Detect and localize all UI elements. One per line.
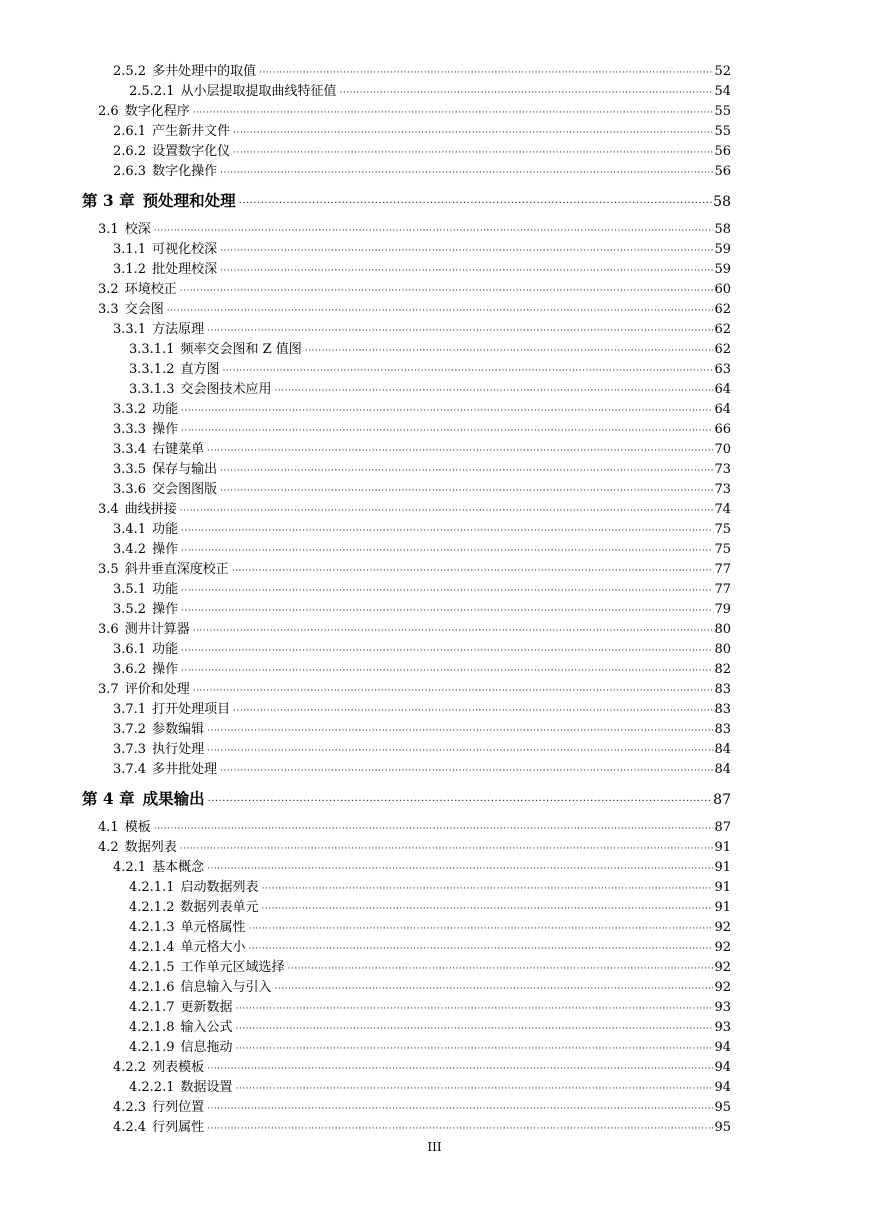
toc-entry-title: 直方图 [180,362,220,377]
dot-leader [181,541,713,561]
toc-entry[interactable] [113,520,731,540]
toc-entry-page: 59 [714,262,731,277]
dot-leader [262,879,714,899]
toc-entry[interactable] [129,918,731,938]
dot-leader [275,381,714,401]
toc-entry[interactable] [113,460,731,480]
toc-entry[interactable] [129,958,731,978]
toc-entry-page: 75 [714,522,731,537]
toc-chapter-entry[interactable] [82,190,731,212]
toc-entry-page: 92 [714,920,731,935]
dot-leader [233,143,713,163]
toc-entry[interactable] [129,1038,731,1058]
dot-leader [236,1039,714,1059]
dot-leader [275,979,714,999]
toc-entry-page: 77 [714,562,731,577]
dot-leader [207,1059,713,1079]
toc-entry-number: 3.4.1 [113,522,147,537]
toc-entry[interactable] [98,300,731,320]
toc-entry-number: 4.2.3 [113,1100,147,1115]
toc-entry-page: 60 [714,282,731,297]
toc-entry[interactable] [129,998,731,1018]
dot-leader [193,103,714,123]
toc-entry-number: 3.4 [98,502,119,517]
dot-leader [207,1119,713,1139]
toc-entry[interactable] [98,560,731,580]
toc-entry-title: 信息拖动 [180,1040,233,1055]
toc-entry-page: 52 [714,64,731,79]
toc-entry-number: 3.3.4 [113,442,147,457]
toc-entry-number: 4.2.1.6 [129,980,175,995]
toc-entry-title: 环境校正 [124,282,177,297]
toc-entry-number: 4.2.1 [113,860,147,875]
toc-entry[interactable] [113,720,731,740]
toc-entry-number: 4.2 [98,840,119,855]
dot-leader [220,461,713,481]
toc-entry-title: 功能 [152,522,179,537]
toc-entry[interactable] [129,898,731,918]
toc-entry-page: 83 [714,702,731,717]
toc-entry-title: 交会图图版 [152,482,218,497]
toc-entry-number: 4.2.1.9 [129,1040,175,1055]
dot-leader [305,341,714,361]
toc-entry-number: 4.2.1.5 [129,960,175,975]
toc-entry-title: 数据列表 [124,840,177,855]
dot-leader [236,1079,714,1099]
toc-entry-page: 62 [714,302,731,317]
toc-entry-number: 3.2 [98,282,119,297]
toc-entry-number: 第 4 章 [82,789,135,808]
dot-leader [207,741,713,761]
toc-entry-title: 列表模板 [152,1060,205,1075]
toc-entry-number: 第 3 章 [82,191,135,210]
toc-entry[interactable] [129,380,731,400]
toc-entry-number: 3.1 [98,222,119,237]
toc-entry-title: 功能 [152,642,179,657]
toc-entry-number: 3.3.2 [113,402,147,417]
toc-entry-number: 4.2.1.4 [129,940,175,955]
toc-entry-number: 2.5.2 [113,64,147,79]
toc-entry-number: 3.7 [98,682,119,697]
toc-entry-page: 84 [714,742,731,757]
toc-entry-number: 3.3.1.2 [129,362,175,377]
toc-entry[interactable] [113,640,731,660]
toc-entry[interactable] [113,1118,731,1138]
toc-entry-number: 2.6.2 [113,144,147,159]
dot-leader [207,721,713,741]
toc-entry[interactable] [113,700,731,720]
toc-entry-number: 3.5.1 [113,582,147,597]
toc-entry[interactable] [113,122,731,142]
toc-entry-number: 3.6.1 [113,642,147,657]
toc-entry-title: 交会图 [124,302,164,317]
toc-entry-number: 2.6.3 [113,164,147,179]
toc-entry-number: 2.6.1 [113,124,147,139]
toc-entry-page: 59 [714,242,731,257]
toc-entry-title: 多井处理中的取值 [152,64,257,79]
toc-entry[interactable] [129,878,731,898]
toc-entry-title: 信息输入与引入 [180,980,272,995]
toc-entry[interactable] [98,220,731,240]
dot-leader [207,441,713,461]
toc-entry-page: 93 [714,1000,731,1015]
toc-entry-page: 87 [713,792,731,808]
toc-entry-title: 基本概念 [152,860,205,875]
toc-entry-page: 92 [714,960,731,975]
dot-leader [220,481,713,501]
toc-entry-page: 92 [714,980,731,995]
dot-leader [167,301,714,321]
toc-entry[interactable] [129,1018,731,1038]
toc-entry-page: 84 [714,762,731,777]
toc-entry-title: 设置数字化仪 [152,144,231,159]
toc-entry-title: 更新数据 [180,1000,233,1015]
toc-entry-title: 评价和处理 [124,682,190,697]
toc-entry-page: 64 [714,382,731,397]
toc-chapter-entry[interactable] [82,788,731,810]
toc-entry-number: 4.1 [98,820,119,835]
footer-page-label: III [427,1140,442,1154]
toc-entry-page: 66 [714,422,731,437]
dot-leader [340,83,714,103]
dot-leader [181,661,713,681]
toc-entry-title: 操作 [152,602,179,617]
dot-leader [223,361,714,381]
toc-entry-page: 94 [714,1060,731,1075]
dot-leader [259,63,713,83]
toc-entry[interactable] [113,240,731,260]
toc-entry-number: 3.7.3 [113,742,147,757]
dot-leader [181,421,713,441]
toc-entry-title: 打开处理项目 [152,702,231,717]
toc-entry[interactable] [98,500,731,520]
toc-entry-page: 83 [714,722,731,737]
toc-entry-number: 4.2.1.7 [129,1000,175,1015]
toc-entry-title: 可视化校深 [152,242,218,257]
toc-entry-title: 参数编辑 [152,722,205,737]
toc-entry-page: 62 [714,322,731,337]
toc-entry[interactable] [129,938,731,958]
toc-entry-title: 功能 [152,582,179,597]
toc-entry-number: 3.5.2 [113,602,147,617]
toc-entry-page: 91 [714,840,731,855]
toc-entry-number: 4.2.1.1 [129,880,175,895]
toc-entry-title: 数字化程序 [124,104,190,119]
toc-entry[interactable] [113,1098,731,1118]
toc-entry-page: 80 [714,622,731,637]
dot-leader [262,899,714,919]
toc-entry[interactable] [129,1078,731,1098]
dot-leader [233,123,713,143]
toc-entry-title: 频率交会图和 Z 值图 [180,342,302,357]
toc-entry-page: 58 [714,222,731,237]
toc-entry-number: 3.7.1 [113,702,147,717]
toc-entry[interactable] [113,62,731,82]
toc-entry-page: 63 [714,362,731,377]
toc-entry[interactable] [129,82,731,102]
toc-entry-page: 83 [714,682,731,697]
toc-entry-number: 3.7.2 [113,722,147,737]
toc-entry-number: 3.7.4 [113,762,147,777]
toc-entry[interactable] [113,1058,731,1078]
toc-entry-title: 启动数据列表 [180,880,259,895]
toc-entry-title: 交会图技术应用 [180,382,272,397]
dot-leader [208,791,713,813]
dot-leader [193,681,714,701]
toc-entry[interactable] [113,162,731,182]
toc-entry[interactable] [98,818,731,838]
toc-entry-page: 94 [714,1080,731,1095]
toc-entry-title: 方法原理 [152,322,205,337]
toc-entry-title: 曲线拼接 [124,502,177,517]
toc-entry-title: 工作单元区域选择 [180,960,285,975]
dot-leader [181,521,713,541]
toc-entry[interactable] [98,280,731,300]
toc-entry[interactable] [113,420,731,440]
toc-entry[interactable] [113,540,731,560]
toc-entry-page: 80 [714,642,731,657]
toc-entry-page: 56 [714,144,731,159]
toc-entry-title: 多井批处理 [152,762,218,777]
dot-leader [232,561,714,581]
dot-leader [154,819,714,839]
toc-entry-number: 3.3.1.1 [129,342,175,357]
dot-leader [236,999,714,1019]
toc-entry-page: 93 [714,1020,731,1035]
toc-entry-title: 数字化操作 [152,164,218,179]
toc-entry-page: 74 [714,502,731,517]
toc-entry-number: 3.3.3 [113,422,147,437]
toc-entry[interactable] [98,838,731,858]
toc-entry-page: 95 [714,1100,731,1115]
toc-entry[interactable] [113,480,731,500]
toc-entry-title: 操作 [152,542,179,557]
toc-entry-number: 4.2.1.8 [129,1020,175,1035]
dot-leader [220,261,713,281]
toc-entry-title: 数据设置 [180,1080,233,1095]
toc-entry-title: 操作 [152,422,179,437]
toc-entry-page: 54 [714,84,731,99]
table-of-contents [0,62,869,1138]
toc-entry-number: 3.3.1.3 [129,382,175,397]
dot-leader [181,581,713,601]
toc-entry-page: 55 [714,124,731,139]
dot-leader [181,601,713,621]
toc-entry-number: 2.6 [98,104,119,119]
toc-entry-page: 64 [714,402,731,417]
toc-entry-page: 91 [714,880,731,895]
toc-entry-title: 预处理和处理 [142,191,236,210]
toc-entry-page: 91 [714,860,731,875]
toc-entry[interactable] [98,680,731,700]
dot-leader [288,959,714,979]
toc-entry-number: 3.5 [98,562,119,577]
toc-entry-number: 3.3.5 [113,462,147,477]
toc-entry-title: 操作 [152,662,179,677]
toc-entry-number: 4.2.1.2 [129,900,175,915]
toc-entry[interactable] [113,580,731,600]
toc-entry[interactable] [113,660,731,680]
toc-entry-page: 87 [714,820,731,835]
toc-entry-page: 70 [714,442,731,457]
toc-entry-title: 数据列表单元 [180,900,259,915]
toc-entry-page: 95 [714,1120,731,1135]
toc-entry-page: 73 [714,462,731,477]
toc-entry-page: 79 [714,602,731,617]
dot-leader [180,839,714,859]
dot-leader [220,241,713,261]
toc-entry-title: 行列属性 [152,1120,205,1135]
toc-entry-title: 单元格大小 [180,940,246,955]
dot-leader [207,859,713,879]
toc-entry-number: 3.3 [98,302,119,317]
toc-entry-title: 输入公式 [180,1020,233,1035]
toc-entry-title: 测井计算器 [124,622,190,637]
toc-entry-number: 3.3.6 [113,482,147,497]
toc-entry-title: 单元格属性 [180,920,246,935]
dot-leader [193,621,714,641]
toc-entry-page: 58 [713,194,731,210]
toc-entry-number: 3.3.1 [113,322,147,337]
toc-entry-page: 62 [714,342,731,357]
dot-leader [180,281,714,301]
toc-entry[interactable] [129,978,731,998]
toc-entry-title: 校深 [124,222,151,237]
dot-leader [181,401,713,421]
toc-entry-title: 功能 [152,402,179,417]
dot-leader [181,641,713,661]
toc-entry-title: 从小层提取提取曲线特征值 [180,84,337,99]
toc-entry[interactable] [113,400,731,420]
toc-entry-number: 3.1.1 [113,242,147,257]
toc-entry-title: 模板 [124,820,151,835]
toc-entry-title: 斜井垂直深度校正 [124,562,229,577]
toc-entry-number: 4.2.1.3 [129,920,175,935]
toc-entry[interactable] [113,260,731,280]
dot-leader [239,193,713,215]
toc-entry[interactable] [113,142,731,162]
toc-entry-number: 4.2.2.1 [129,1080,175,1095]
toc-entry-title: 保存与输出 [152,462,218,477]
toc-entry-number: 2.5.2.1 [129,84,175,99]
toc-entry[interactable] [113,600,731,620]
toc-entry-number: 4.2.2 [113,1060,147,1075]
toc-entry[interactable] [129,360,731,380]
toc-entry-page: 94 [714,1040,731,1055]
toc-entry-number: 4.2.4 [113,1120,147,1135]
dot-leader [207,321,713,341]
toc-entry-page: 82 [714,662,731,677]
toc-entry[interactable] [113,320,731,340]
toc-entry-number: 3.6.2 [113,662,147,677]
toc-entry[interactable] [129,340,731,360]
toc-entry-number: 3.6 [98,622,119,637]
toc-entry-title: 执行处理 [152,742,205,757]
dot-leader [180,501,714,521]
toc-entry-page: 75 [714,542,731,557]
dot-leader [154,221,714,241]
toc-entry[interactable] [113,858,731,878]
dot-leader [207,1099,713,1119]
toc-entry-title: 行列位置 [152,1100,205,1115]
toc-entry[interactable] [98,620,731,640]
page-number-footer [0,1140,869,1154]
toc-entry-page: 91 [714,900,731,915]
dot-leader [236,1019,714,1039]
toc-entry[interactable] [113,740,731,760]
toc-entry-title: 产生新井文件 [152,124,231,139]
toc-entry[interactable] [98,102,731,122]
dot-leader [233,701,713,721]
toc-entry-title: 成果输出 [142,789,205,808]
toc-entry-title: 批处理校深 [152,262,218,277]
toc-entry[interactable] [113,440,731,460]
dot-leader [220,761,713,781]
toc-entry-title: 右键菜单 [152,442,205,457]
toc-entry-number: 3.4.2 [113,542,147,557]
dot-leader [220,163,713,183]
toc-entry-number: 3.1.2 [113,262,147,277]
toc-entry-page: 77 [714,582,731,597]
toc-entry-page: 56 [714,164,731,179]
dot-leader [249,939,714,959]
toc-entry[interactable] [113,760,731,780]
dot-leader [249,919,714,939]
toc-entry-page: 73 [714,482,731,497]
toc-entry-page: 55 [714,104,731,119]
toc-entry-page: 92 [714,940,731,955]
